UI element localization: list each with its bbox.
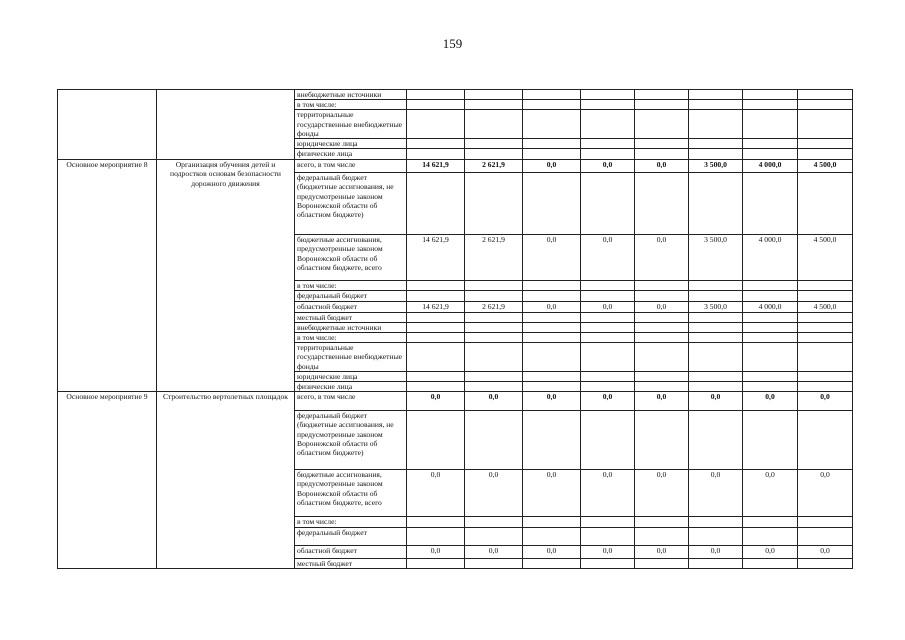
value-cell: [465, 139, 523, 149]
value-cell: [523, 312, 581, 322]
value-cell: [635, 517, 689, 528]
value-cell: 0,0: [465, 546, 523, 559]
value-cell: 0,0: [465, 392, 523, 411]
value-cell: [581, 149, 635, 160]
funding-source-cell: местный бюджет: [295, 312, 407, 322]
value-cell: [407, 173, 465, 235]
value-cell: [689, 517, 743, 528]
value-cell: [743, 343, 798, 372]
value-cell: 3 500,0: [689, 160, 743, 173]
value-cell: [581, 528, 635, 546]
activity-cell: Основное мероприятие 9: [58, 392, 157, 569]
value-cell: [635, 559, 689, 569]
value-cell: [523, 371, 581, 381]
value-cell: [689, 411, 743, 470]
value-cell: [635, 149, 689, 160]
value-cell: [523, 281, 581, 291]
value-cell: [689, 382, 743, 392]
value-cell: [465, 411, 523, 470]
budget-table: [57, 89, 853, 569]
value-cell: 0,0: [798, 470, 853, 517]
value-cell: 0,0: [523, 160, 581, 173]
value-cell: [798, 517, 853, 528]
value-cell: [465, 173, 523, 235]
value-cell: 0,0: [743, 470, 798, 517]
value-cell: [465, 281, 523, 291]
value-cell: [523, 90, 581, 100]
value-cell: [798, 90, 853, 100]
value-cell: [635, 291, 689, 301]
value-cell: [407, 411, 465, 470]
value-cell: [407, 149, 465, 160]
value-cell: 0,0: [523, 301, 581, 312]
value-cell: [798, 343, 853, 372]
funding-source-cell: федеральный бюджет (бюджетные ассигнования, не предусмотренные законом Воронежской области об областном бюджете): [295, 173, 407, 235]
value-cell: [635, 322, 689, 332]
value-cell: [523, 528, 581, 546]
activity-cell: [58, 90, 157, 160]
funding-source-cell: областной бюджет: [295, 546, 407, 559]
value-cell: [581, 382, 635, 392]
value-cell: [581, 90, 635, 100]
value-cell: [581, 411, 635, 470]
table-row: [58, 392, 853, 411]
value-cell: [523, 559, 581, 569]
value-cell: [798, 382, 853, 392]
value-cell: 0,0: [635, 235, 689, 281]
value-cell: [743, 291, 798, 301]
value-cell: [465, 517, 523, 528]
value-cell: [743, 333, 798, 343]
value-cell: [523, 333, 581, 343]
value-cell: [581, 291, 635, 301]
value-cell: [743, 281, 798, 291]
value-cell: [798, 173, 853, 235]
value-cell: [523, 517, 581, 528]
funding-source-cell: в том числе:: [295, 517, 407, 528]
value-cell: [581, 312, 635, 322]
value-cell: [798, 312, 853, 322]
value-cell: 0,0: [523, 392, 581, 411]
value-cell: 14 621,9: [407, 235, 465, 281]
value-cell: [743, 517, 798, 528]
value-cell: 0,0: [635, 160, 689, 173]
value-cell: 0,0: [465, 470, 523, 517]
table-row: [58, 160, 853, 173]
value-cell: [798, 333, 853, 343]
value-cell: [798, 139, 853, 149]
value-cell: [523, 149, 581, 160]
value-cell: [523, 343, 581, 372]
value-cell: [581, 343, 635, 372]
value-cell: [407, 559, 465, 569]
value-cell: [523, 411, 581, 470]
funding-source-cell: федеральный бюджет (бюджетные ассигнования, не предусмотренные законом Воронежской области об областном бюджете): [295, 411, 407, 470]
value-cell: [743, 528, 798, 546]
funding-source-cell: федеральный бюджет: [295, 291, 407, 301]
value-cell: [689, 333, 743, 343]
value-cell: 0,0: [523, 235, 581, 281]
value-cell: [798, 322, 853, 332]
value-cell: [689, 371, 743, 381]
value-cell: [635, 100, 689, 110]
value-cell: [407, 291, 465, 301]
value-cell: 0,0: [798, 546, 853, 559]
value-cell: [635, 371, 689, 381]
value-cell: [798, 110, 853, 139]
value-cell: 0,0: [407, 392, 465, 411]
value-cell: [407, 333, 465, 343]
value-cell: 0,0: [635, 546, 689, 559]
value-cell: [635, 110, 689, 139]
value-cell: [689, 528, 743, 546]
value-cell: 0,0: [743, 546, 798, 559]
value-cell: [581, 100, 635, 110]
value-cell: [635, 281, 689, 291]
value-cell: [465, 149, 523, 160]
value-cell: [465, 333, 523, 343]
value-cell: [743, 139, 798, 149]
value-cell: [465, 528, 523, 546]
value-cell: [465, 371, 523, 381]
value-cell: 0,0: [523, 470, 581, 517]
value-cell: [635, 382, 689, 392]
value-cell: [743, 90, 798, 100]
value-cell: [798, 149, 853, 160]
value-cell: 0,0: [581, 235, 635, 281]
value-cell: 4 500,0: [798, 160, 853, 173]
value-cell: 3 500,0: [689, 301, 743, 312]
value-cell: [743, 173, 798, 235]
value-cell: [689, 110, 743, 139]
funding-source-cell: юридические лица: [295, 139, 407, 149]
value-cell: [743, 149, 798, 160]
funding-source-cell: внебюджетные источники: [295, 322, 407, 332]
funding-source-cell: местный бюджет: [295, 559, 407, 569]
funding-source-cell: в том числе:: [295, 333, 407, 343]
value-cell: [635, 312, 689, 322]
value-cell: 0,0: [407, 470, 465, 517]
value-cell: [581, 281, 635, 291]
value-cell: 2 621,9: [465, 160, 523, 173]
value-cell: [407, 371, 465, 381]
value-cell: [581, 139, 635, 149]
value-cell: [798, 559, 853, 569]
value-cell: 4 500,0: [798, 301, 853, 312]
value-cell: [581, 173, 635, 235]
value-cell: [465, 312, 523, 322]
title-cell: Строительство вертолетных площадок: [157, 392, 295, 569]
value-cell: [523, 322, 581, 332]
value-cell: [465, 100, 523, 110]
value-cell: 0,0: [581, 392, 635, 411]
value-cell: [689, 90, 743, 100]
funding-source-cell: внебюджетные источники: [295, 90, 407, 100]
value-cell: [407, 312, 465, 322]
value-cell: [743, 110, 798, 139]
value-cell: [465, 343, 523, 372]
value-cell: [635, 173, 689, 235]
value-cell: [465, 90, 523, 100]
value-cell: 3 500,0: [689, 235, 743, 281]
value-cell: [689, 281, 743, 291]
value-cell: [689, 322, 743, 332]
value-cell: [798, 411, 853, 470]
value-cell: [407, 100, 465, 110]
value-cell: [523, 139, 581, 149]
funding-source-cell: областной бюджет: [295, 301, 407, 312]
value-cell: 2 621,9: [465, 235, 523, 281]
funding-source-cell: физические лица: [295, 382, 407, 392]
value-cell: [407, 322, 465, 332]
value-cell: [635, 411, 689, 470]
value-cell: 0,0: [581, 470, 635, 517]
funding-source-cell: в том числе:: [295, 281, 407, 291]
value-cell: [689, 291, 743, 301]
value-cell: [407, 90, 465, 100]
activity-cell: Основное мероприятие 8: [58, 160, 157, 392]
value-cell: [798, 100, 853, 110]
value-cell: [689, 559, 743, 569]
value-cell: 2 621,9: [465, 301, 523, 312]
value-cell: 14 621,9: [407, 160, 465, 173]
value-cell: [743, 371, 798, 381]
value-cell: [465, 382, 523, 392]
funding-source-cell: федеральный бюджет: [295, 528, 407, 546]
value-cell: [407, 517, 465, 528]
value-cell: [407, 281, 465, 291]
funding-source-cell: всего, в том числе: [295, 160, 407, 173]
value-cell: [689, 173, 743, 235]
value-cell: 0,0: [798, 392, 853, 411]
value-cell: [407, 343, 465, 372]
value-cell: [581, 322, 635, 332]
value-cell: 0,0: [689, 546, 743, 559]
value-cell: [798, 371, 853, 381]
value-cell: [798, 291, 853, 301]
value-cell: [523, 382, 581, 392]
value-cell: [689, 139, 743, 149]
value-cell: 14 621,9: [407, 301, 465, 312]
value-cell: [581, 371, 635, 381]
value-cell: [689, 149, 743, 160]
value-cell: 0,0: [689, 392, 743, 411]
table-row: [58, 90, 853, 100]
value-cell: [798, 281, 853, 291]
value-cell: [743, 100, 798, 110]
value-cell: [581, 559, 635, 569]
value-cell: 0,0: [581, 546, 635, 559]
value-cell: 0,0: [635, 301, 689, 312]
funding-source-cell: физические лица: [295, 149, 407, 160]
value-cell: [523, 100, 581, 110]
value-cell: [581, 333, 635, 343]
value-cell: 0,0: [689, 470, 743, 517]
funding-source-cell: бюджетные ассигнования, предусмотренные законом Воронежской области об областном бюджете, всего: [295, 470, 407, 517]
value-cell: 0,0: [581, 160, 635, 173]
value-cell: [689, 343, 743, 372]
value-cell: [407, 139, 465, 149]
value-cell: [581, 517, 635, 528]
funding-source-cell: территориальные государственные внебюджетные фонды: [295, 343, 407, 372]
value-cell: 0,0: [407, 546, 465, 559]
value-cell: [523, 291, 581, 301]
value-cell: [465, 559, 523, 569]
value-cell: [465, 110, 523, 139]
title-cell: Организация обучения детей и подростков основам безопасности дорожного движения: [157, 160, 295, 392]
value-cell: 0,0: [743, 392, 798, 411]
funding-source-cell: территориальные государственные внебюджетные фонды: [295, 110, 407, 139]
value-cell: [743, 559, 798, 569]
value-cell: [743, 312, 798, 322]
value-cell: 0,0: [581, 301, 635, 312]
funding-source-cell: юридические лица: [295, 371, 407, 381]
value-cell: [407, 382, 465, 392]
value-cell: [523, 173, 581, 235]
value-cell: 4 000,0: [743, 301, 798, 312]
value-cell: 0,0: [635, 392, 689, 411]
value-cell: 0,0: [635, 470, 689, 517]
value-cell: [635, 333, 689, 343]
value-cell: [743, 322, 798, 332]
funding-source-cell: в том числе:: [295, 100, 407, 110]
value-cell: [465, 322, 523, 332]
funding-source-cell: бюджетные ассигнования, предусмотренные законом Воронежской области об областном бюджете, всего: [295, 235, 407, 281]
value-cell: [689, 100, 743, 110]
value-cell: [523, 110, 581, 139]
value-cell: [798, 528, 853, 546]
value-cell: [635, 139, 689, 149]
value-cell: 0,0: [523, 546, 581, 559]
value-cell: [581, 110, 635, 139]
value-cell: [635, 528, 689, 546]
title-cell: [157, 90, 295, 160]
value-cell: [743, 382, 798, 392]
page-number: 159: [442, 36, 463, 51]
value-cell: [465, 291, 523, 301]
value-cell: [689, 312, 743, 322]
funding-source-cell: всего, в том числе: [295, 392, 407, 411]
value-cell: [635, 90, 689, 100]
value-cell: 4 000,0: [743, 235, 798, 281]
value-cell: 4 000,0: [743, 160, 798, 173]
value-cell: [407, 528, 465, 546]
value-cell: 4 500,0: [798, 235, 853, 281]
value-cell: [407, 110, 465, 139]
value-cell: [635, 343, 689, 372]
value-cell: [743, 411, 798, 470]
